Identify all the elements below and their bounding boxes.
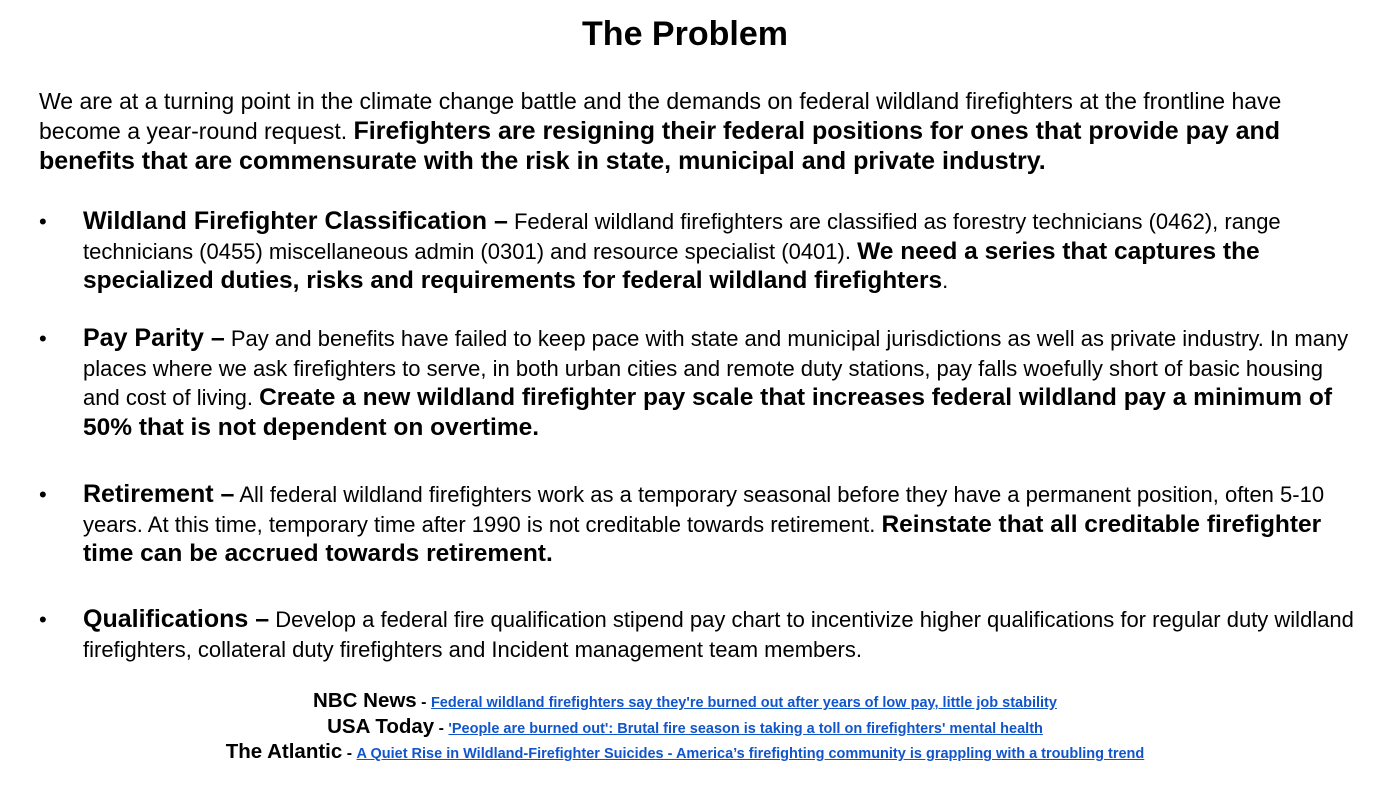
bullet-heading: Retirement – [83, 480, 235, 508]
bullet-text [83, 605, 1359, 664]
bullet-body: Pay and benefits have failed to keep pace with state and municipal jurisdictions as well as private industry. In many places where we ask firefighters to serve, in both urban cities and remote duty stations, pay falls woefully short of basic housing and cost of living. [83, 326, 1349, 410]
bullet-heading: Qualifications – [83, 605, 270, 633]
reference-separator: - [434, 719, 449, 737]
reference-link-usa-today[interactable]: 'People are burned out': Brutal fire season is taking a toll on firefighters' mental health [448, 720, 1043, 737]
bullet-body: Federal wildland firefighters are classified as forestry technicians (0462), range technicians (0455) miscellaneous admin (0301) and resource specialist (0401). [83, 209, 1281, 264]
bullet-emphasis: Create a new wildland firefighter pay scale that increases federal wildland pay a minimum of 50% that is not dependent on overtime. [83, 384, 1332, 441]
intro-text: We are at a turning point in the climate change battle and the demands on federal wildland firefighters at the frontline have become a year-round request. [39, 88, 1282, 144]
references-list [0, 688, 1370, 765]
intro-emphasis: Firefighters are resigning their federal positions for ones that provide pay and benefits that are commensurate with the risk in state, municipal and private industry. [39, 117, 1281, 175]
reference-link-nbc[interactable]: Federal wildland firefighters say they're burned out after years of low pay, little job stability [430, 695, 1057, 711]
page-title: The Problem [582, 15, 788, 53]
bullet-marker: • [39, 482, 47, 507]
reference-separator: - [342, 745, 357, 762]
bullet-marker: • [39, 209, 47, 234]
bullet-heading: Wildland Firefighter Classification – [83, 207, 508, 235]
bullet-body: Develop a federal fire qualification stipend pay chart to incentivize higher qualifications for regular duty wildland firefighters, collateral duty firefighters and Incident management team members. [83, 607, 1354, 662]
reference-source: The Atlantic [225, 740, 343, 763]
bullet-classification [39, 207, 1359, 296]
bullet-pay-parity [39, 324, 1359, 442]
bullet-text [83, 480, 1359, 569]
bullet-marker: • [39, 326, 47, 351]
reference-usa-today [0, 714, 1370, 740]
bullet-emphasis: Reinstate that all creditable firefighter time can be accrued towards retirement. [83, 510, 1322, 567]
bullet-retirement [39, 480, 1359, 569]
intro-paragraph [39, 86, 1359, 176]
bullet-emphasis: We need a series that captures the specialized duties, risks and requirements for federal wildland firefighters [83, 237, 1260, 294]
reference-nbc [0, 688, 1370, 714]
bullet-body: All federal wildland firefighters work as a temporary seasonal before they have a permanent position, often 5-10 years. At this time, temporary time after 1990 is not creditable towards retirement. [83, 482, 1325, 537]
bullet-trailing: . [942, 268, 949, 293]
bullet-qualifications [39, 605, 1359, 664]
reference-source: NBC News [313, 689, 417, 712]
reference-link-atlantic[interactable]: A Quiet Rise in Wildland-Firefighter Suicides - America’s firefighting community is grappling with a troubling trend [356, 746, 1145, 762]
bullet-text [83, 207, 1359, 296]
bullet-marker: • [39, 607, 47, 632]
bullet-heading: Pay Parity – [83, 324, 225, 352]
reference-atlantic [0, 739, 1370, 765]
reference-separator: - [416, 694, 431, 711]
bullet-text [83, 324, 1359, 442]
reference-source: USA Today [327, 714, 435, 738]
